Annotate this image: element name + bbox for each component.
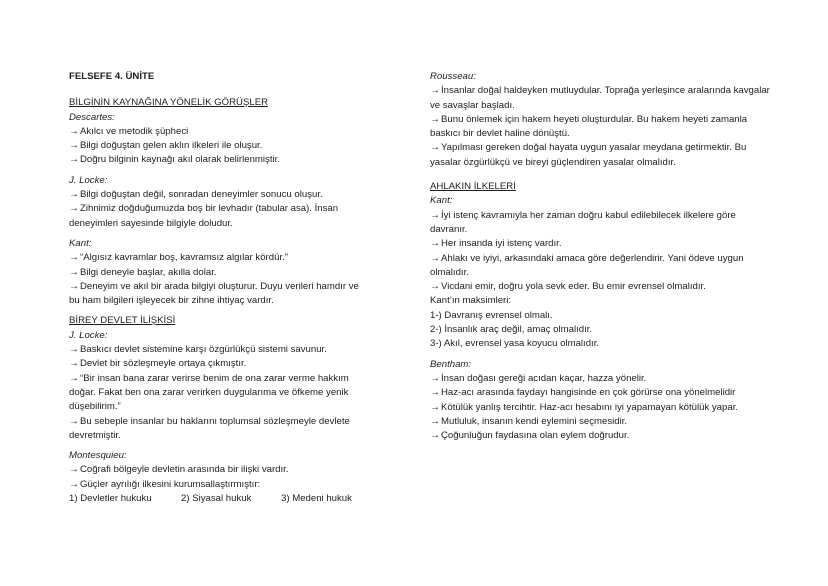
bullet-item: →Ahlakı ve iyiyi, arkasındaki amaca göre değerlendirir. Yani ödeve uygun olmalıdır. bbox=[430, 252, 744, 278]
power-item: 3) Medeni hukuk bbox=[281, 493, 352, 505]
arrow-icon: → bbox=[69, 252, 79, 264]
bullet-item: →Mutluluk, insanın kendi eylemini seçmesidir. bbox=[430, 415, 628, 427]
arrow-icon: → bbox=[430, 401, 440, 413]
bullet-item: →Devlet bir sözleşmeyle ortaya çıkmıştır. bbox=[69, 358, 247, 370]
author-locke: J. Locke: bbox=[69, 329, 108, 341]
arrow-icon: → bbox=[69, 358, 79, 370]
arrow-icon: → bbox=[69, 280, 79, 292]
bullet-item: →Doğru bilginin kaynağı akıl olarak belirlenmiştir. bbox=[69, 154, 280, 166]
author-bentham: Bentham: bbox=[430, 358, 472, 370]
bullet-item: →Bilgi deneyle başlar, akılla dolar. bbox=[69, 266, 217, 278]
bullet-item: →İnsanlar doğal haldeyken mutluydular. Toprağa yerleşince aralarında kavgalar ve savaşlar başladı. bbox=[430, 85, 770, 111]
bullet-item: →Baskıcı devlet sistemine karşı özgürlükçü sistemi savunur. bbox=[69, 344, 327, 356]
author-rousseau: Rousseau: bbox=[430, 71, 476, 82]
maxims-title: Kant’ın maksimleri: bbox=[430, 295, 512, 307]
arrow-icon: → bbox=[430, 281, 440, 293]
arrow-icon: → bbox=[69, 464, 79, 476]
bullet-item: →Kötülük yanlış tercihtir. Haz-acı hesabını iyi yapamayan kötülük yapar. bbox=[430, 401, 739, 413]
author-kant: Kant: bbox=[69, 237, 92, 249]
bullet-item: →İnsan doğası gereği acıdan kaçar, hazza yönelir. bbox=[430, 372, 647, 384]
maxim-item: 2-) İnsanlık araç değil, amaç olmalıdır. bbox=[430, 324, 593, 336]
arrow-icon: → bbox=[430, 252, 440, 264]
separation-of-powers-list bbox=[69, 492, 369, 506]
arrow-icon: → bbox=[69, 125, 79, 137]
kant-ethics-block bbox=[430, 194, 775, 351]
author-descartes: Descartes: bbox=[69, 111, 115, 123]
arrow-icon: → bbox=[69, 344, 79, 356]
arrow-icon: → bbox=[69, 189, 79, 201]
locke-knowledge-block bbox=[69, 174, 369, 231]
bullet-item: →Bilgi doğuştan değil, sonradan deneyimler sonucu oluşur. bbox=[69, 189, 323, 201]
bullet-item: →Zihnimiz doğduğumuzda boş bir levhadır (tabular asa). İnsan deneyimleri sayesinde bilgiyle doludur. bbox=[69, 203, 339, 229]
descartes-block bbox=[69, 111, 369, 168]
section-heading-knowledge-source: BİLGİNİN KAYNAĞINA YÖNELİK GÖRÜŞLER bbox=[69, 97, 269, 109]
rousseau-block bbox=[430, 70, 775, 170]
bullet-item: →Bu sebeple insanlar bu haklarını toplumsal sözleşmeyle devlete devretmiştir. bbox=[69, 415, 350, 441]
bullet-item: →Çoğunluğun faydasına olan eylem doğrudur. bbox=[430, 430, 630, 442]
bullet-item: →Yapılması gereken doğal hayata uygun yasalar meydana getirmektir. Bu yasalar özgürlükçü ve bireyi güçlendiren yasalar olmalıdır. bbox=[430, 142, 747, 168]
maxim-item: 1-) Davranış evrensel olmalı. bbox=[430, 309, 553, 321]
arrow-icon: → bbox=[430, 142, 440, 154]
bullet-item: →Her insanda iyi istenç vardır. bbox=[430, 238, 562, 250]
arrow-icon: → bbox=[69, 372, 79, 384]
bullet-item: →Deneyim ve akıl bir arada bilgiyi oluşturur. Duyu verileri hamdır ve bu ham bilgileri işleyecek bir zihne ihtiyaç vardır. bbox=[69, 280, 359, 307]
arrow-icon: → bbox=[430, 430, 440, 442]
arrow-icon: → bbox=[430, 387, 440, 399]
left-column bbox=[69, 70, 369, 512]
arrow-icon: → bbox=[430, 372, 440, 384]
kant-knowledge-block bbox=[69, 237, 369, 308]
montesquieu-block bbox=[69, 449, 369, 506]
arrow-icon: → bbox=[430, 113, 440, 125]
author-kant: Kant: bbox=[430, 195, 453, 207]
section-heading-individual-state: BİREY DEVLET İLİŞKİSİ bbox=[69, 315, 176, 327]
arrow-icon: → bbox=[69, 203, 79, 215]
bullet-item: →İyi istenç kavramıyla her zaman doğru kabul edilebilecek ilkelere göre davranır. bbox=[430, 209, 736, 235]
power-item: 1) Devletler hukuku bbox=[69, 493, 152, 505]
bullet-item: →“Algısız kavramlar boş, kavramsız algılar kördür.” bbox=[69, 252, 288, 264]
arrow-icon: → bbox=[430, 209, 440, 221]
bullet-item: →Güçler ayrılığı ilkesini kurumsallaştırmıştır: bbox=[69, 478, 261, 490]
arrow-icon: → bbox=[430, 85, 440, 97]
maxim-item: 3-) Akıl, evrensel yasa koyucu olmalıdır. bbox=[430, 338, 600, 350]
arrow-icon: → bbox=[69, 478, 79, 490]
bullet-item: →Bilgi doğuştan gelen aklın ilkeleri ile oluşur. bbox=[69, 140, 263, 152]
bullet-item: →“Bir insan bana zarar verirse benim de ona zarar verme hakkım doğar. Fakat ben ona zarar verirken duygularıma ve öfkeme yenik düşebilirim.” bbox=[69, 372, 349, 413]
arrow-icon: → bbox=[69, 266, 79, 278]
arrow-icon: → bbox=[430, 238, 440, 250]
author-locke: J. Locke: bbox=[69, 174, 108, 186]
locke-state-block bbox=[69, 329, 369, 443]
power-item: 2) Siyasal hukuk bbox=[181, 493, 252, 505]
bullet-item: →Bunu önlemek için hakem heyeti oluşturdular. Bu hakem heyeti zamanla baskıcı bir devlet haline dönüştü. bbox=[430, 113, 748, 140]
bullet-item: →Coğrafi bölgeyle devletin arasında bir ilişki vardır. bbox=[69, 464, 289, 476]
arrow-icon: → bbox=[69, 140, 79, 152]
arrow-icon: → bbox=[69, 415, 79, 427]
bullet-item: →Vicdani emir, doğru yola sevk eder. Bu emir evrensel olmalıdır. bbox=[430, 281, 706, 293]
document-title: FELSEFE 4. ÜNİTE bbox=[69, 71, 155, 82]
author-montesquieu: Montesquieu: bbox=[69, 450, 127, 462]
arrow-icon: → bbox=[69, 154, 79, 166]
arrow-icon: → bbox=[430, 415, 440, 427]
bullet-item: →Haz-acı arasında faydayı hangisinde en çok görürse ona yönelmelidir bbox=[430, 387, 736, 399]
bentham-block bbox=[430, 358, 775, 444]
section-heading-ethics: AHLAKIN İLKELERİ bbox=[430, 181, 516, 193]
right-column bbox=[430, 70, 775, 449]
bullet-item: →Akılcı ve metodik şüpheci bbox=[69, 125, 189, 137]
